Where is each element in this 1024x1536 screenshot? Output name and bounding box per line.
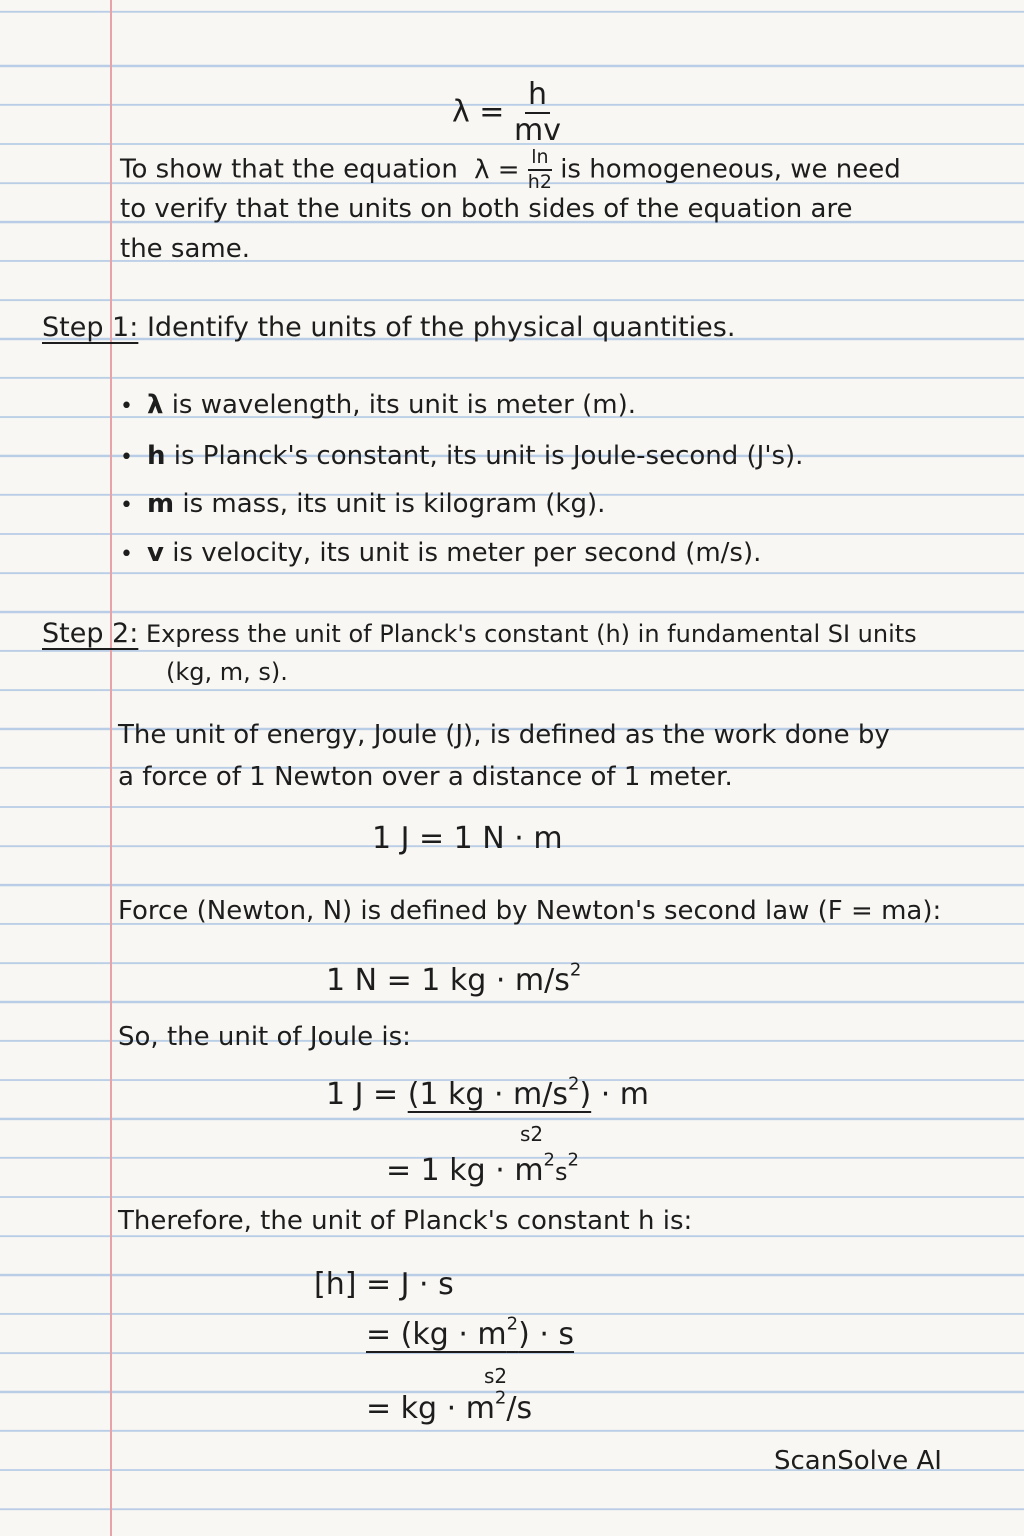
step1-bullet (120, 392, 636, 418)
brand-watermark: ScanSolve AI (774, 1446, 942, 1476)
eq-h2-exponent: 2 (506, 1313, 519, 1335)
step1-label: Step 1: (42, 312, 139, 343)
eq-j1-exponent: 2 (568, 1073, 580, 1095)
equation-h-2 (366, 1313, 575, 1352)
equation-h-1: [h] = J · s (314, 1267, 454, 1302)
bullet-text: is velocity, its unit is meter per second (m/s). (172, 538, 762, 568)
therefore-text: Therefore, the unit of Planck's constant h is: (118, 1206, 693, 1236)
joule-definition-line2: a force of 1 Newton over a distance of 1 meter. (118, 762, 733, 792)
eq-j1-paren (407, 1073, 592, 1112)
step1-title: Identify the units of the physical quantities. (146, 312, 736, 343)
header-equation (452, 77, 561, 148)
eq-h3-exponent: 2 (494, 1387, 507, 1409)
intro-eq-fraction (528, 148, 552, 192)
bullet-symbol: λ (146, 390, 164, 420)
step2-title-line2: (kg, m, s). (166, 658, 288, 686)
step1-bullet (120, 491, 605, 517)
equation-joule: 1 J = 1 N · m (372, 821, 563, 856)
step1-bullet (120, 540, 761, 566)
step2-title-line1: Express the unit of Planck's constant (h) in fundamental SI units (145, 620, 917, 648)
bullet-symbol: h (146, 441, 166, 471)
bullet-dot: • (120, 542, 133, 567)
eq-j2-exponent: 2 (543, 1149, 555, 1171)
bullet-text: is Planck's constant, its unit is Joule-second (J's). (173, 441, 804, 471)
header-equation-fraction (513, 77, 561, 148)
intro-line-2: to verify that the units on both sides of the equation are (120, 194, 853, 224)
eq-j2-base: = 1 kg · m (386, 1153, 544, 1188)
eq-h3-tail: /s (506, 1391, 533, 1426)
bullet-symbol: m (146, 489, 175, 519)
intro-eq-numerator: ln (528, 148, 551, 171)
eq-h2-a: = (kg · m (366, 1317, 507, 1352)
bullet-symbol: v (146, 538, 164, 568)
intro-eq-denominator: h2 (527, 171, 552, 193)
equation-newton-exponent: 2 (569, 959, 582, 981)
so-joule-text: So, the unit of Joule is: (118, 1022, 411, 1052)
bullet-dot: • (120, 445, 133, 470)
eq-h3-base: = kg · m (366, 1391, 495, 1426)
joule-definition-line1: The unit of energy, Joule (J), is defined as the work done by (118, 720, 890, 750)
equation-joule-simplified (386, 1149, 579, 1188)
eq-h2-expr (366, 1313, 575, 1352)
eq-j1-paren-text: (1 kg · m/s (407, 1077, 569, 1112)
intro-line-1 (120, 148, 901, 192)
equation-joule-expanded (326, 1073, 650, 1112)
eq-j1-denominator: s2 (520, 1122, 544, 1146)
eq-j2-exponent-2: 2 (567, 1149, 579, 1171)
step1-heading (42, 314, 735, 341)
intro-after: is homogeneous, we need (560, 154, 901, 185)
bullet-dot: • (120, 493, 133, 518)
margin-line (110, 0, 112, 1536)
eq-h2-b: ) · s (518, 1317, 575, 1352)
eq-h2-denominator: s2 (484, 1364, 508, 1388)
intro-eq-lhs: λ = (474, 154, 520, 185)
equation-h-3 (366, 1387, 533, 1426)
bullet-text: is mass, its unit is kilogram (kg). (182, 489, 606, 519)
header-equation-denominator: mv (513, 113, 561, 148)
step1-bullet (120, 443, 803, 469)
bullet-dot: • (120, 394, 133, 419)
intro-line-3: the same. (120, 234, 250, 264)
eq-j2-s: s (555, 1158, 568, 1186)
intro-before: To show that the equation (120, 154, 458, 185)
header-equation-numerator: h (525, 80, 550, 114)
eq-j1-tail: · m (600, 1077, 650, 1112)
force-definition: Force (Newton, N) is defined by Newton's second law (F = ma): (118, 896, 942, 926)
header-equation-lhs: λ = (452, 94, 505, 130)
step2-heading (42, 620, 917, 647)
eq-j1-close: ) (579, 1077, 592, 1112)
equation-newton-base: 1 N = 1 kg · m/s (326, 963, 570, 998)
eq-j1-lhs: 1 J = (326, 1077, 399, 1112)
equation-newton (326, 959, 582, 998)
bullet-text: is wavelength, its unit is meter (m). (171, 390, 636, 420)
step2-label: Step 2: (42, 618, 139, 649)
